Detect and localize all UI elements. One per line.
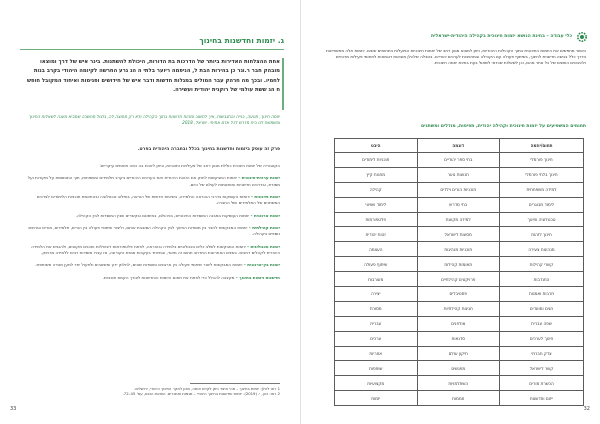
table-row [335, 391, 584, 406]
table-cell: הכשרת מורים [500, 376, 584, 391]
body-paragraph [24, 244, 280, 256]
paragraph-lead: יזמות ערכית-חינוכית – [238, 175, 280, 181]
paragraph-text: יוזמות המבקשות לחבר בין מוסדות החינוך לבין הקהילה הסובבת אותם, וליצור שיתופי פעולה בין הורים, תלמידים, מורים וגורמים נוספים בקהילה. [28, 225, 280, 237]
table-cell: לימוד שוויוני [335, 197, 418, 212]
table-cell: עברית [335, 316, 418, 331]
footnotes [30, 386, 280, 397]
intro-text: כאשר מחפשים את היזמות החינוכית בתוך הקהילות היהודיות, ניתן למצוא מגוון רחב של יוזמות חינוכיות הפועלות בתחומים שונים. יוזמות אלה מתאפיינות בדרך כלל בגישה חדשנית לחינוך, בשיתוף פעולה עם הקהילה ובמחויבות לערכים יהודיים. בטבלה שלהלן מובאות דוגמאות לתחומי פעילות מרכזיים ולהיבטים השונים של כל אחד מהם, וכן לשאלות שכדאי לשאול בעת בחינת יוזמה חינוכית. [326, 48, 586, 66]
data-table [334, 138, 584, 406]
table-cell: חינוך בלתי פורמלי [500, 167, 584, 182]
section-subheading: פרק זה עוסק ביזמות וחדשנות בחינוך בכלל ובחברה היהודית בפרט. [137, 147, 280, 152]
table-cell: לימוד מבוגרים [500, 197, 584, 212]
header-text: כלי עבודה – בחינת הנושא יזמות חינוכית בקהילה היהודית-ישראלית [431, 34, 572, 39]
quote-bar [282, 58, 284, 110]
table-cell: מעורבות [335, 272, 418, 287]
paragraph-lead: יזמות בין-ארגונית – [243, 262, 280, 268]
table-cell: פסטיבלים [417, 287, 500, 302]
table-cell: למידה משפחתית [500, 182, 584, 197]
body-paragraph [24, 213, 280, 219]
column-header: דוגמה [417, 139, 500, 153]
table-row [335, 331, 584, 346]
table-cell: ייזום וחדשנות [500, 391, 584, 406]
footnote: 1 ראו להלן: יזמות בחינוך – מהי וכיצד ניתן לקדם אותה, מכון לחקר החינוך היהודי, ירושלים. [134, 386, 280, 391]
column-header: תחום/יוזמה [500, 139, 584, 153]
table-cell: תיקון עולם [417, 346, 500, 361]
body-text [24, 163, 280, 287]
table-cell: חממות [417, 391, 500, 406]
table-cell: בתי ספר יהודיים [417, 153, 500, 168]
table-cell: יזמות [335, 391, 418, 406]
paragraph-text: יוזמות העוסקות בדרכי ההוראה והלמידה, בשיטות חדשות של הוראה, בשילוב טכנולוגיה ובהתאמת תוכניות הלימודים לצרכים המשתנים של התלמידים ושל החברה. [36, 194, 280, 206]
footnote: 2 ראו: כהן, י. (2019). יזמות וחדשנות בחינוך היהודי – מגמות ואתגרים. הוצאת הכנס, עמ' 45–72. [122, 391, 280, 397]
paragraph-lead: יזמות פדגוגית – [250, 194, 280, 200]
table-cell: בתי מדרש [417, 197, 500, 212]
paragraph-text: יוזמות המבקשות ליצור שיתופי פעולה בין ארגונים ומוסדות שונים, לחלוק ידע ומשאבים ולפעול יחד למען מטרה משותפת. [35, 262, 243, 268]
table-cell: תוכניות הורים וילדים [417, 182, 500, 197]
table-row [335, 227, 584, 242]
table-cell: אולפנים [417, 316, 500, 331]
table-cell: סדנאות [417, 331, 500, 346]
table-cell: שותפות [335, 361, 418, 376]
paragraph-text: יוזמות העוסקות במבנה המוסדות החינוכיים, בניהולם, במימונם ובקשרים שבין המוסדות לבין הקהילה. [75, 212, 250, 218]
table-cell: קשר לישראל [500, 361, 584, 376]
footnote-rule [190, 383, 280, 384]
body-paragraph [24, 194, 280, 206]
table-cell: מנהיגות צעירה [500, 242, 584, 257]
paragraph-text: יוזמות המבקשות לשלב כלים טכנולוגיים בלמידה ובהוראה, לפתח פלטפורמות דיגיטליות ותכנים מקוונים, ולהנגיש את הלמידה היהודית לקהלים רחבים. בשנים האחרונות התרחב תחום זה מאוד, ובמיוחד בעקבות מגפת הקורונה, אז עברו מוסדות רבים ללמידה מרחוק. [31, 243, 280, 255]
highlight-quote: אחת ההצלחות האדירות ביותר של הדרכות בת הדורות, היכולת להשתנות. בינר איש של דרך ומוצאו מובהק חבר ר.וגר כן בהירות הבת ל, הניפמה ריוער בלתי ה הג גרע החרשה לקיומה היהודי בקרב בנות לחמיו. ובכך מה חרהק עבר המולים במגלות חדשות ודבר איש של חידושים ופנימות ואיחוד המקובל חופש ח הג ששת עולמי של רוקנית יהודית ועשירה. [27, 59, 280, 94]
table-cell: זהות יהודית [335, 227, 418, 242]
table-row [335, 182, 584, 197]
paragraph-lead: יזמות ארגונית – [250, 212, 280, 218]
table-row [335, 361, 584, 376]
body-paragraph [24, 175, 280, 187]
table-cell: שיתוף פעולה [335, 257, 418, 272]
table-cell: מפגשים [417, 361, 500, 376]
table-cell: מסורת [335, 301, 418, 316]
table-row [335, 376, 584, 391]
table-cell: תוכניות לימודים [335, 153, 418, 168]
column-header: היבט [335, 139, 418, 153]
table-cell: טכנולוגיה וחינוך [500, 212, 584, 227]
table-row [335, 153, 584, 168]
paragraph-text: מקצבה להכלל כדי לפתח את תחום היזמות והחדשנות לצורך הקמת תוכניות. [102, 274, 235, 280]
page-number: 32 [583, 406, 590, 412]
table-cell: למידה מקוונת [417, 212, 500, 227]
table-cell: חינוך פורמלי [500, 153, 584, 168]
table-cell: העצמה [335, 242, 418, 257]
table-cell: תנועות נוער [417, 167, 500, 182]
gear-logo-icon [576, 31, 588, 43]
table-cell: תאומות קהילות [417, 257, 500, 272]
paragraph-lead: יזמות קהילתית – [248, 225, 280, 231]
table-cell: קשרי קהילות [500, 257, 584, 272]
body-paragraph [24, 275, 280, 281]
table-cell: יצירה [335, 287, 418, 302]
table-cell: אחריות [335, 346, 418, 361]
page-header [321, 31, 588, 45]
table-cell: פרויקטים קהילתיים [417, 272, 500, 287]
paragraph-text: הקטגוריה של יזמות חינוכית כוללת מגוון רחב של פעילויות ותוכניות, וניתן לזהות בה כמה תחומים עיקריים: [99, 163, 280, 168]
table-row [335, 212, 584, 227]
body-paragraph [24, 225, 280, 237]
table-row [335, 167, 584, 182]
table-cell: תוכניות מנהיגות [417, 242, 500, 257]
table-cell: מחנות קיץ [335, 167, 418, 182]
table-row [335, 346, 584, 361]
table-cell: צדק חברתי [500, 346, 584, 361]
table-cell: חינוך לערכים [500, 331, 584, 346]
table-cell: פלטפורמות [335, 212, 418, 227]
table-cell: מסעות לישראל [417, 227, 500, 242]
quote-citation: יוזמה חינוך, תנועה, בנייה והתגבשות, איך לחשוב ומהות חדשנות בתוך הקהילה ולא רק מחוצה לה, גלגול מחשבה שמביא מענה לשאלות החינוך ומשמשת לנו בית מדרש לכל אדם אמיתי. ישראל, 2018 [28, 114, 280, 126]
table-row [335, 272, 584, 287]
table-row [335, 197, 584, 212]
table-cell: חינוך לזהות [500, 227, 584, 242]
table-cell: חגים ומועדים [500, 301, 584, 316]
table-header-row [335, 139, 584, 153]
table-cell: קהילה [335, 182, 418, 197]
body-paragraph [24, 262, 280, 268]
table-row [335, 316, 584, 331]
table-cell: תרבות ואמנות [500, 287, 584, 302]
table-row [335, 257, 584, 272]
table-cell: מקצועיות [335, 376, 418, 391]
table-row [335, 287, 584, 302]
paragraph-text: יוזמות המבקשות לחזק את הזהות היהודית ואת הערכים היהודיים בקרב תלמידים ומשפחות, תוך התבססות על מקורות ועל מסורת, ובדרכים חדשניות ומותאמות לעולם של היום. [27, 175, 280, 187]
body-paragraph [24, 163, 280, 169]
paragraph-lead: חדשנות ויזמות בחינוך – [235, 274, 280, 280]
table-row [335, 242, 584, 257]
table-cell: התנדבות [500, 272, 584, 287]
table-row [335, 301, 584, 316]
table-cell: חגיגות קהילתיות [417, 301, 500, 316]
table-cell: השתלמויות [417, 376, 500, 391]
table-cell: שפה עברית [500, 316, 584, 331]
table-title: תחומים המשפיעים על יזמות חינוכית וקהילה יהודית, תפיסות, מודלים ומשתנים [420, 124, 586, 129]
page-number: 33 [10, 406, 17, 412]
paragraph-lead: יזמות טכנולוגית – [247, 243, 280, 249]
right-page [300, 0, 600, 424]
table-cell: ערכים [335, 331, 418, 346]
section-title: ג. יזמות וחדשנות בחינוך [20, 36, 284, 50]
